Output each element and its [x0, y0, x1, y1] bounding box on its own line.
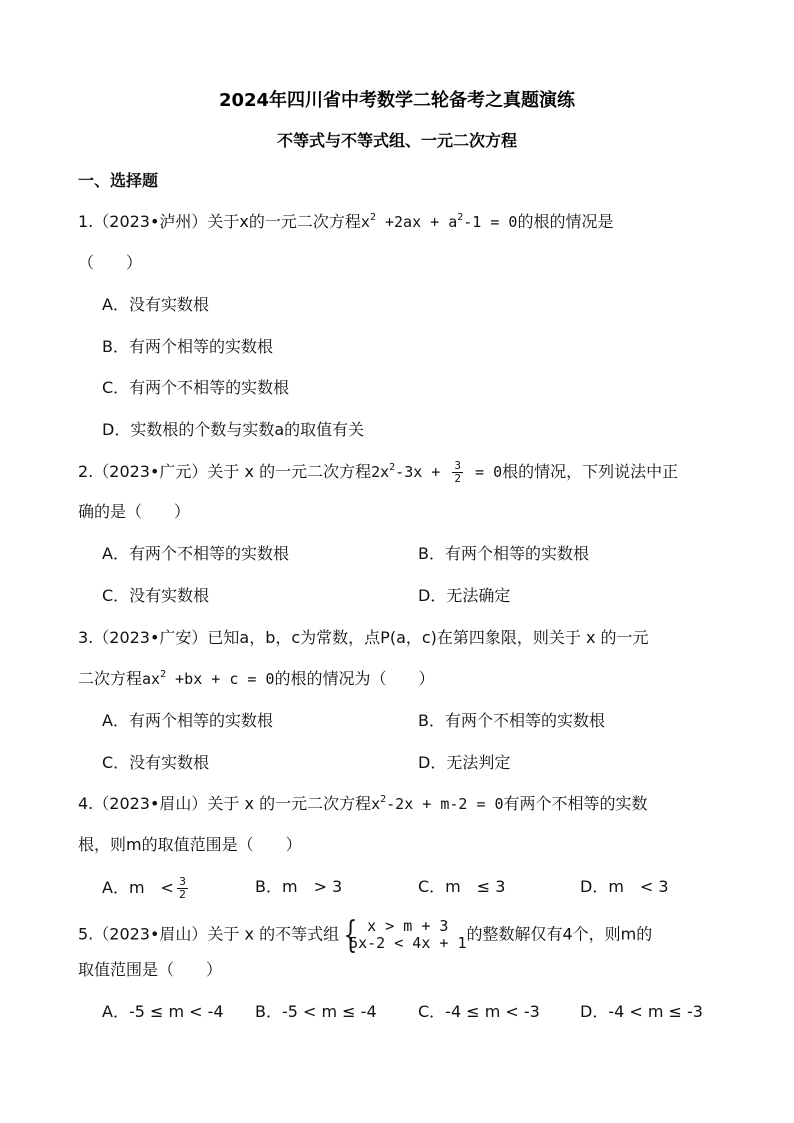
question-5-prefix: 5.（2023•眉山）关于 x 的不等式组 — [78, 924, 340, 944]
question-1-suffix: 的根的情况是 — [517, 212, 614, 231]
question-5-line-2: 取值范围是（ ） — [78, 960, 223, 979]
question-2-option-b[interactable]: B．有两个相等的实数根 — [418, 544, 589, 563]
question-1-line-2: （ ） — [78, 253, 143, 272]
question-3-option-c[interactable]: C．没有实数根 — [102, 753, 210, 772]
question-1-option-b[interactable]: B．有两个相等的实数根 — [102, 337, 273, 356]
question-3-line-1: 3.（2023•广安）已知a，b，c为常数，点P(a，c)在第四象限，则关于 x 的一元 — [78, 628, 649, 647]
question-1-line-1 — [78, 211, 613, 233]
fraction-three-halves: $\frac{3}{2}$ — [178, 875, 186, 901]
question-4-option-c[interactable]: C．m ≤ 3 — [418, 877, 506, 896]
question-5-option-d[interactable]: D．-4 < m ≤ -3 — [580, 1002, 703, 1021]
question-5-option-a[interactable]: A．-5 ≤ m < -4 — [102, 1002, 224, 1021]
question-3-line-2: 二次方程$ax^2 +bx + c = 0$的根的情况为（ ） — [78, 669, 435, 688]
question-5-option-c[interactable]: C．-4 ≤ m < -3 — [418, 1002, 540, 1021]
question-2-option-c[interactable]: C．没有实数根 — [102, 586, 210, 605]
question-5-line-1 — [78, 915, 653, 956]
question-1-prefix: 1.（2023•泸州）关于x的一元二次方程 — [78, 212, 361, 231]
question-5-option-b[interactable]: B．-5 < m ≤ -4 — [255, 1002, 377, 1021]
question-4-suffix: 有两个不相等的实数 — [503, 794, 648, 813]
question-1-option-c[interactable]: C．有两个不相等的实数根 — [102, 378, 290, 397]
question-2-line-2: 确的是（ ） — [78, 502, 191, 521]
question-2-suffix: 根的情况，下列说法中正 — [502, 462, 679, 481]
page-subtitle: 不等式与不等式组、一元二次方程 — [276, 131, 517, 150]
question-3-equation: $ax^2 +bx + c = 0$ — [142, 669, 275, 688]
question-3-option-a[interactable]: A．有两个相等的实数根 — [102, 711, 273, 730]
question-4-equation: $x^2-2x + m-2 = 0$ — [371, 794, 504, 813]
question-4-line-2: 根，则m的取值范围是（ ） — [78, 835, 302, 854]
question-1-option-a[interactable]: A．没有实数根 — [102, 295, 209, 314]
left-brace-icon: { — [343, 915, 358, 956]
section-heading: 一、选择题 — [78, 171, 159, 190]
question-2-option-d[interactable]: D．无法确定 — [418, 586, 511, 605]
question-2-option-a[interactable]: A．有两个不相等的实数根 — [102, 544, 289, 563]
question-4-line-1 — [78, 793, 648, 815]
question-5-suffix: 的整数解仅有4个，则m的 — [466, 924, 653, 944]
question-4-prefix: 4.（2023•眉山）关于 x 的一元二次方程 — [78, 794, 372, 813]
inequality-system: { x > m + 3 5x-2 < 4x + 1 — [343, 915, 467, 956]
question-1-option-d[interactable]: D．实数根的个数与实数a的取值有关 — [102, 420, 365, 439]
question-2-line-1 — [78, 460, 678, 485]
question-4-option-a[interactable]: A．m < $\frac{3}{2}$ — [102, 875, 186, 901]
page-title: 2024年四川省中考数学二轮备考之真题演练 — [218, 90, 576, 111]
fraction-three-halves: $\frac{3}{2}$ — [454, 459, 461, 485]
question-3-option-d[interactable]: D．无法判定 — [418, 753, 511, 772]
question-4-option-b[interactable]: B．m > 3 — [255, 877, 343, 896]
question-2-prefix: 2.（2023•广元）关于 x 的一元二次方程 — [78, 462, 372, 481]
question-2-equation: $2x^2-3x$ + $\frac{3}{2}$ = 0 — [371, 459, 503, 485]
question-1-equation: $x^2 +2ax + a^2-1 = 0$ — [360, 212, 518, 231]
question-3-option-b[interactable]: B．有两个不相等的实数根 — [418, 711, 605, 730]
question-4-option-d[interactable]: D．m < 3 — [580, 877, 669, 896]
